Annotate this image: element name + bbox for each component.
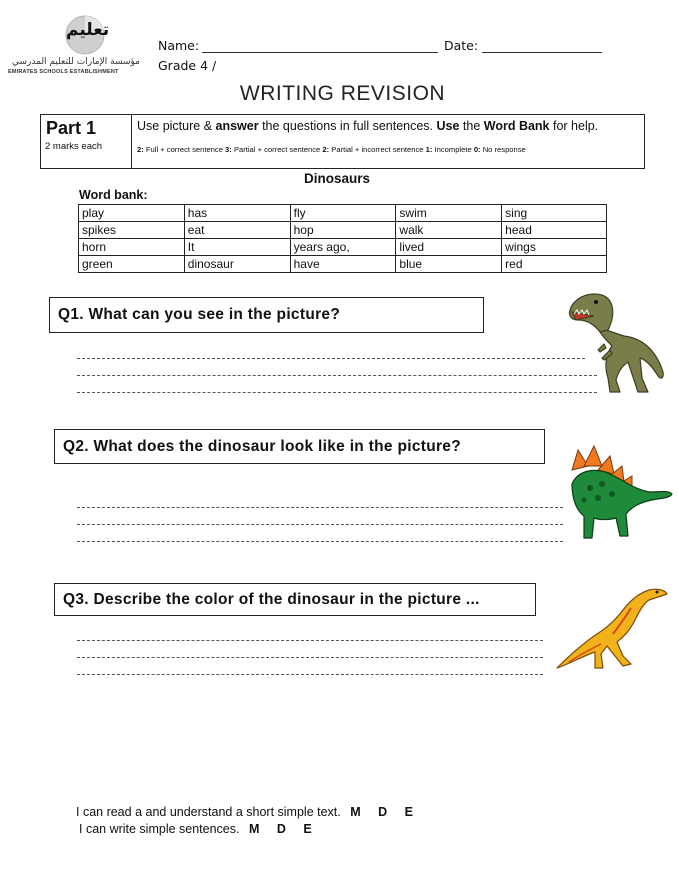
question-2: Q2. What does the dinosaur look like in the picture? xyxy=(54,429,545,464)
date-field[interactable] xyxy=(482,52,602,53)
word-cell: red xyxy=(502,256,607,273)
rubric-text: Full + correct sentence xyxy=(145,145,223,154)
instruction-bold-answer: answer xyxy=(215,119,259,133)
grade-label: Grade 4 / xyxy=(158,58,217,73)
word-cell: eat xyxy=(184,222,290,239)
rubric-text: Partial + incorrect sentence xyxy=(331,145,424,154)
level-d[interactable]: D xyxy=(378,805,388,819)
word-cell: hop xyxy=(290,222,396,239)
word-bank-table xyxy=(78,204,607,273)
logo-arabic-sub: مؤسسة الإمارات للتعليم المدرسي xyxy=(12,57,140,67)
date-label: Date: xyxy=(444,38,479,53)
rubric-score: 0: xyxy=(473,145,481,154)
level-e[interactable]: E xyxy=(303,822,312,836)
word-cell: lived xyxy=(396,239,502,256)
instruction-text-1: Use picture & xyxy=(137,119,216,133)
logo xyxy=(8,14,148,74)
part-label: Part 1 xyxy=(46,118,97,138)
answer-line[interactable] xyxy=(77,524,563,525)
rubric-score: 1: xyxy=(425,145,433,154)
answer-line[interactable] xyxy=(77,358,585,359)
self-assessment-text: I can read a and understand a short simple text. xyxy=(76,805,341,819)
table-row xyxy=(79,239,607,256)
word-cell: swim xyxy=(396,205,502,222)
logo-english: EMIRATES SCHOOLS ESTABLISHMENT xyxy=(8,69,119,75)
word-cell: walk xyxy=(396,222,502,239)
question-3: Q3. Describe the color of the dinosaur in the picture ... xyxy=(54,583,536,616)
answer-line[interactable] xyxy=(77,541,563,542)
name-field[interactable] xyxy=(202,52,438,53)
part-label-cell xyxy=(41,115,132,168)
coelophysis-icon xyxy=(553,584,669,672)
word-cell: spikes xyxy=(79,222,185,239)
table-row xyxy=(79,256,607,273)
question-1: Q1. What can you see in the picture? xyxy=(49,297,484,333)
self-assessment-2 xyxy=(79,822,312,836)
rubric-score: 3: xyxy=(225,145,232,154)
word-cell: green xyxy=(79,256,185,273)
part-instruction xyxy=(137,119,598,133)
rubric-text: Partial + correct sentence xyxy=(233,145,321,154)
word-cell: play xyxy=(79,205,185,222)
word-cell: have xyxy=(290,256,396,273)
answer-line[interactable] xyxy=(77,640,543,641)
table-row xyxy=(79,205,607,222)
rubric-score: 2: xyxy=(137,145,144,154)
self-assessment-1 xyxy=(76,805,413,819)
word-cell: blue xyxy=(396,256,502,273)
answer-line[interactable] xyxy=(77,375,597,376)
instruction-bold-use: Use xyxy=(436,119,460,133)
t-rex-icon xyxy=(564,288,666,396)
part-marks: 2 marks each xyxy=(45,141,103,152)
answer-line[interactable] xyxy=(77,507,563,508)
logo-arabic-title: تعليم xyxy=(66,20,110,40)
topic-title: Dinosaurs xyxy=(304,171,371,186)
level-m[interactable]: M xyxy=(350,805,361,819)
page-title: WRITING REVISION xyxy=(239,82,446,105)
instruction-bold-word-bank: Word Bank xyxy=(483,119,550,133)
answer-line[interactable] xyxy=(77,392,597,393)
instruction-text-2: the questions in full sentences. xyxy=(258,119,437,133)
instruction-text-3: the xyxy=(459,119,484,133)
word-cell: wings xyxy=(502,239,607,256)
rubric-text: No response xyxy=(482,145,526,154)
word-cell: head xyxy=(502,222,607,239)
level-d[interactable]: D xyxy=(276,822,286,836)
answer-line[interactable] xyxy=(77,674,543,675)
level-m[interactable]: M xyxy=(248,822,260,836)
rubric-score: 2: xyxy=(322,145,330,154)
word-bank-label: Word bank: xyxy=(79,188,148,202)
part-rubric xyxy=(137,145,526,154)
word-cell: It xyxy=(184,239,290,256)
rubric-text: Incomplete xyxy=(434,145,472,154)
word-cell: dinosaur xyxy=(184,256,290,273)
self-assessment-text: I can write simple sentences. xyxy=(79,822,240,836)
instruction-text-4: for help. xyxy=(549,119,599,133)
word-cell: sing xyxy=(502,205,607,222)
level-e[interactable]: E xyxy=(404,805,413,819)
answer-line[interactable] xyxy=(77,657,543,658)
word-cell: has xyxy=(184,205,290,222)
part-header-box xyxy=(40,114,645,169)
word-cell: horn xyxy=(79,239,185,256)
word-cell: years ago, xyxy=(290,239,396,256)
stegosaurus-icon xyxy=(570,444,675,544)
table-row xyxy=(79,222,607,239)
word-cell: fly xyxy=(290,205,396,222)
name-label: Name: xyxy=(158,38,200,53)
